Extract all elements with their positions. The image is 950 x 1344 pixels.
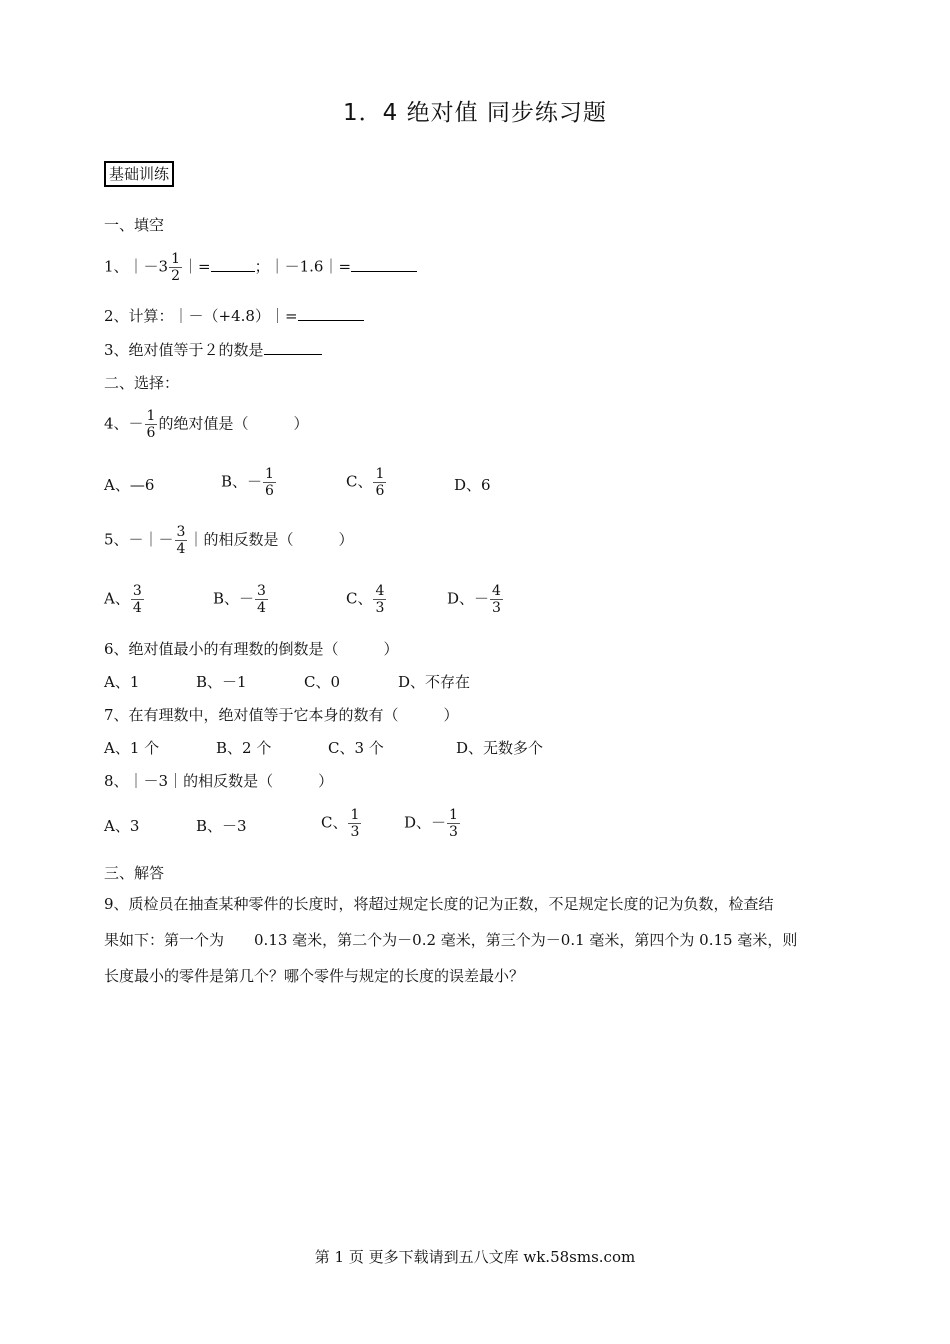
q1-prefix: 1、｜－3 (104, 257, 169, 276)
question-5 (104, 524, 353, 557)
q1-separator: ；｜－1.6｜= (254, 257, 352, 276)
q8-d-num: 1 (449, 807, 458, 823)
q4-c-prefix: C、 (346, 472, 373, 491)
q2-text: 2、计算：｜－（+4.8）｜= (104, 307, 298, 325)
q4-c-fraction (373, 466, 386, 499)
q3-answer-blank[interactable] (264, 340, 322, 355)
q8-c-den: 3 (350, 824, 360, 840)
q1-fraction (169, 251, 182, 284)
question-6: 6、绝对值最小的有理数的倒数是（ ） (104, 640, 399, 658)
q8-option-d[interactable] (404, 807, 461, 840)
q5-d-fraction (490, 583, 503, 616)
q5-a-den: 4 (132, 600, 142, 616)
q5-c-prefix: C、 (346, 589, 373, 608)
q5-d-den: 3 (492, 600, 501, 616)
question-7: 7、在有理数中，绝对值等于它本身的数有（ ） (104, 706, 459, 724)
q5-option-b[interactable] (213, 583, 269, 616)
q4-option-d[interactable]: D、6 (454, 476, 491, 494)
q5-a-fraction (131, 583, 144, 616)
q8-d-den: 3 (449, 824, 458, 840)
q4-suffix: 的绝对值是（ ） (158, 414, 309, 433)
q5-option-a[interactable] (104, 583, 145, 616)
q4-frac-den: 6 (146, 425, 156, 441)
q5-suffix: ｜的相反数是（ ） (188, 530, 354, 549)
section-fill-heading: 一、填空 (104, 216, 165, 234)
q6-option-a[interactable]: A、1 (104, 673, 140, 691)
q4-option-c[interactable] (346, 466, 387, 499)
q7-option-b[interactable]: B、2 个 (216, 739, 272, 757)
q8-c-num: 1 (350, 807, 360, 823)
q8-d-fraction (447, 807, 460, 840)
q5-d-num: 4 (492, 583, 501, 599)
q5-a-prefix: A、 (104, 589, 130, 608)
q9-line-1: 9、质检员在抽查某种零件的长度时，将超过规定长度的记为正数，不足规定长度的记为负数，检查结 (104, 895, 774, 913)
q4-fraction (145, 408, 158, 441)
section-answer-heading: 三、解答 (104, 864, 165, 882)
q5-d-prefix: D、－ (447, 589, 490, 608)
q9-line-3: 长度最小的零件是第几个？哪个零件与规定的长度的误差最小？ (104, 967, 525, 985)
q5-frac-den: 4 (176, 541, 186, 557)
q4-prefix: 4、－ (104, 414, 144, 433)
question-1 (104, 251, 417, 284)
question-4 (104, 408, 308, 441)
q4-c-num: 1 (375, 466, 385, 482)
q1-mid: ｜= (183, 257, 211, 276)
q5-a-num: 3 (132, 583, 142, 599)
q3-text: 3、绝对值等于２的数是 (104, 341, 264, 359)
q5-c-den: 3 (375, 600, 385, 616)
q6-option-c[interactable]: C、0 (304, 673, 341, 691)
q5-c-num: 4 (375, 583, 385, 599)
q4-b-den: 6 (265, 483, 274, 499)
q8-c-prefix: C、 (321, 813, 348, 832)
question-2 (104, 305, 364, 326)
q5-c-fraction (373, 583, 386, 616)
q4-b-fraction (263, 466, 276, 499)
q8-option-b[interactable]: B、－3 (196, 817, 247, 835)
q5-b-prefix: B、－ (213, 589, 255, 608)
q5-prefix: 5、－｜－ (104, 530, 174, 549)
question-8: 8、｜－3｜的相反数是（ ） (104, 772, 334, 790)
q7-option-d[interactable]: D、无数多个 (456, 739, 544, 757)
q8-option-c[interactable] (321, 807, 362, 840)
q2-answer-blank[interactable] (298, 306, 364, 321)
question-9 (104, 886, 864, 994)
q1-frac-num: 1 (171, 251, 181, 267)
q4-c-den: 6 (375, 483, 385, 499)
section-choice-heading: 二、选择： (104, 374, 180, 392)
q6-option-b[interactable]: B、－1 (196, 673, 247, 691)
q4-option-a[interactable]: A、—6 (104, 476, 155, 494)
q5-b-den: 4 (257, 600, 266, 616)
q8-d-prefix: D、－ (404, 813, 447, 832)
q1-answer-blank-2[interactable] (351, 257, 417, 272)
q1-frac-den: 2 (171, 268, 181, 284)
q7-option-c[interactable]: C、3 个 (328, 739, 384, 757)
q6-option-d[interactable]: D、不存在 (398, 673, 471, 691)
q9-line-2: 果如下：第一个为 0.13 毫米，第二个为－0.2 毫米，第三个为－0.1 毫米，第四个为 0.15 毫米，则 (104, 931, 798, 949)
q8-option-a[interactable]: A、3 (104, 817, 140, 835)
q4-b-prefix: B、－ (221, 472, 263, 491)
q1-answer-blank-1[interactable] (211, 257, 255, 272)
q5-b-fraction (255, 583, 268, 616)
q4-b-num: 1 (265, 466, 274, 482)
q5-fraction (175, 524, 188, 557)
q5-frac-num: 3 (176, 524, 186, 540)
section-badge: 基础训练 (104, 161, 174, 187)
q5-option-d[interactable] (447, 583, 504, 616)
page-title: 1．4 绝对值 同步练习题 (343, 100, 607, 126)
q5-b-num: 3 (257, 583, 266, 599)
q4-frac-num: 1 (146, 408, 156, 424)
question-3 (104, 339, 322, 360)
q4-option-b[interactable] (221, 466, 277, 499)
page-footer: 第 1 页 更多下载请到五八文库 wk.58sms.com (314, 1248, 636, 1266)
q8-c-fraction (348, 807, 361, 840)
q5-option-c[interactable] (346, 583, 387, 616)
q7-option-a[interactable]: A、1 个 (104, 739, 160, 757)
